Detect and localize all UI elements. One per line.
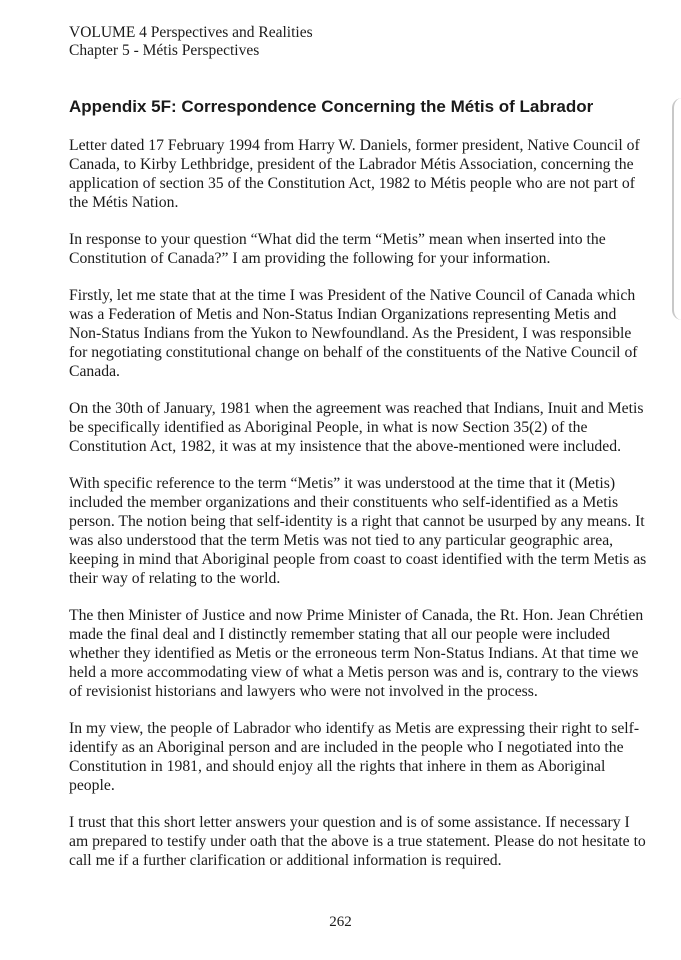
paragraph: With specific reference to the term “Metis” it was understood at the time that it (Metis) included the member organizations and their constituents who self-identified as a Metis person. The notion being that self-identity is a right that cannot be usurped by any means. It was also understood that the term Metis was not tied to any particular geographic area, keeping in mind that Aboriginal people from coast to coast identified with the term Metis as their way of relating to the world. (69, 475, 647, 587)
intro-paragraph: Letter dated 17 February 1994 from Harry W. Daniels, former president, Native Council of Canada, to Kirby Lethbridge, president of the Labrador Métis Association, concerning the application of section 35 of the Constitution Act, 1982 to Métis people who are not part of the Métis Nation. (69, 137, 640, 211)
letter-body (69, 136, 649, 888)
closing-paragraph: I trust that this short letter answers your question and is of some assistance. If necessary I am prepared to testify under oath that the above is a true statement. Please do not hesitate to call me if a further clarification or additional information is required. (69, 814, 646, 869)
page-number: 262 (329, 914, 352, 930)
chapter-title: Chapter 5 - Métis Perspectives (69, 42, 260, 59)
appendix-title: Appendix 5F: Correspondence Concerning the Métis of Labrador (69, 97, 594, 116)
volume-title: VOLUME 4 Perspectives and Realities (69, 24, 313, 41)
paragraph: In my view, the people of Labrador who identify as Metis are expressing their right to self-identify as an Aboriginal person and are included in the people who I negotiated into the Constitution in 1981, and should enjoy all the rights that inhere in them as Aboriginal people. (69, 720, 640, 794)
paragraph: In response to your question “What did the term “Metis” mean when inserted into the Constitution of Canada?” I am providing the following for your information. (69, 231, 606, 267)
paragraph: On the 30th of January, 1981 when the agreement was reached that Indians, Inuit and Metis be specifically identified as Aboriginal People, in what is now Section 35(2) of the Constitution Act, 1982, it was at my insistence that the above-mentioned were included. (69, 400, 644, 455)
paragraph: The then Minister of Justice and now Prime Minister of Canada, the Rt. Hon. Jean Chrétien made the final deal and I distinctly remember stating that all our people were included whether they identified as Metis or the erroneous term Non-Status Indians. At that time we held a more accommodating view of what a Metis person was and is, contrary to the views of revisionist historians and lawyers who were not involved in the process. (69, 607, 644, 700)
paragraph: Firstly, let me state that at the time I was President of the Native Council of Canada which was a Federation of Metis and Non-Status Indian Organizations representing Metis and Non-Status Indians from the Yukon to Newfoundland. As the President, I was responsible for negotiating constitutional change on behalf of the constituents of the Native Council of Canada. (69, 287, 638, 380)
page-edge-bracket (672, 98, 681, 320)
running-header (69, 24, 313, 60)
